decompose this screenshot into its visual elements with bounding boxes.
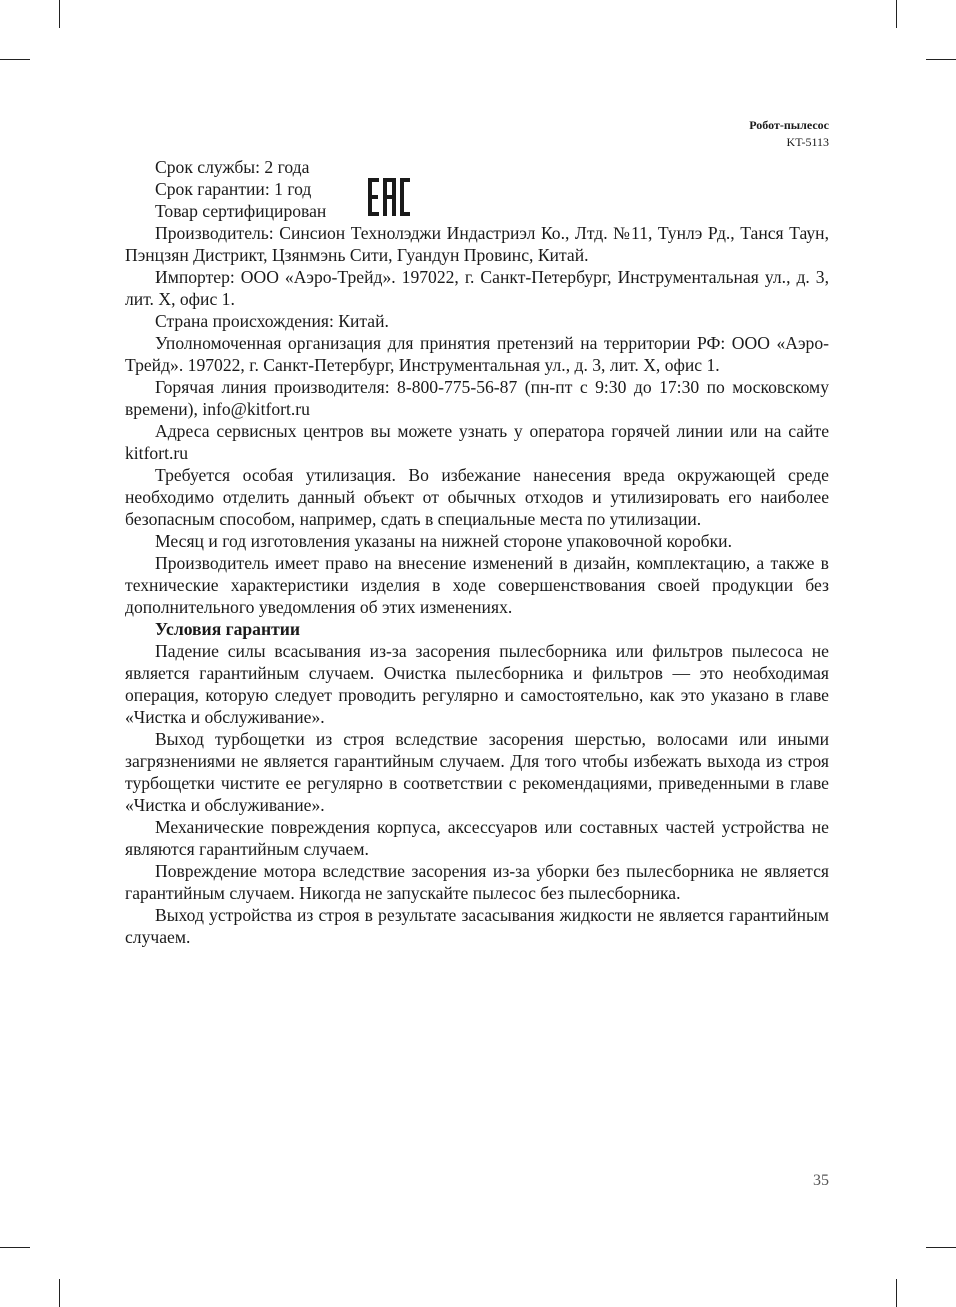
crop-mark [59,0,60,28]
paragraph-hotline: Горячая линия производителя: 8-800-775-56-87 (пн-пт с 9:30 до 17:30 по московскому времени), info@kitfort.ru [125,377,829,419]
crop-mark [926,59,956,60]
warranty-paragraph: Повреждение мотора вследствие засорения из-за уборки без пылесборника не является гарантийным случаем. Никогда не запускайте пылесос без пылесборника. [125,861,829,903]
page-number: 35 [813,1172,829,1189]
crop-mark [926,1247,956,1248]
certification-block [125,156,829,222]
certified-note: Товар сертифицирован [155,201,327,221]
warranty-paragraph: Выход устройства из строя в результате засасывания жидкости не является гарантийным случаем. [125,905,829,947]
paragraph-disposal: Требуется особая утилизация. Во избежание нанесения вреда окружающей среде необходимо отделить данный объект от обычных отходов и утилизировать его наиболее безопасным способом, например, сдать в специальные места по утилизации. [125,465,829,529]
header-model: KT-5113 [786,135,829,149]
page-body [125,156,829,948]
crop-mark [59,1279,60,1307]
paragraph-manufacture-date: Месяц и год изготовления указаны на нижней стороне упаковочной коробки. [155,531,732,551]
paragraph-service-centers: Адреса сервисных центров вы можете узнать у оператора горячей линии или на сайте kitfort.ru [125,421,829,463]
paragraph-importer: Импортер: ООО «Аэро-Трейд». 197022, г. Санкт-Петербург, Инструментальная ул., д. 3, лит. Х, офис 1. [125,267,829,309]
paragraph-origin: Страна происхождения: Китай. [155,311,389,331]
crop-mark [896,1279,897,1307]
paragraph-authorized-org: Уполномоченная организация для принятия претензий на территории РФ: ООО «Аэро-Трейд». 197022, г. Санкт-Петербург, Инструментальная ул., д. 3, лит. Х, офис 1. [125,333,829,375]
eac-mark-icon [368,177,410,217]
paragraph-changes-right: Производитель имеет право на внесение изменений в дизайн, комплектацию, а также в технические характеристики изделия в ходе совершенствования своей продукции без дополнительного уведомления об этих изменениях. [125,553,829,617]
warranty-paragraph: Выход турбощетки из строя вследствие засорения шерстью, волосами или иными загрязнениями не является гарантийным случаем. Для того чтобы избежать выхода из строя турбощетки чистите ее регулярно в соответствии с рекомендациями, приведенными в главе «Чистка и обслуживание». [125,729,829,815]
header-product: Робот-пылесос [749,118,829,132]
service-life: Срок службы: 2 года [155,157,310,177]
paragraph-manufacturer: Производитель: Синсион Технолэджи Индастриэл Ко., Лтд. №11, Тунлэ Рд., Танся Таун, Пэнцзян Дистрикт, Цзянмэнь Сити, Гуандун Провинс, Китай. [125,223,829,265]
section-title-warranty: Условия гарантии [155,619,301,639]
running-header [749,117,829,151]
warranty-paragraph: Падение силы всасывания из-за засорения пылесборника или фильтров пылесоса не является гарантийным случаем. Очистка пылесборника и фильтров — это необходимая операция, которую следует проводить регулярно и самостоятельно, как это указано в главе «Чистка и обслуживание». [125,641,829,727]
crop-mark [0,1247,30,1248]
warranty-paragraph: Механические повреждения корпуса, аксессуаров или составных частей устройства не являются гарантийным случаем. [125,817,829,859]
crop-mark [0,59,30,60]
crop-mark [896,0,897,28]
warranty-period: Срок гарантии: 1 год [155,179,312,199]
